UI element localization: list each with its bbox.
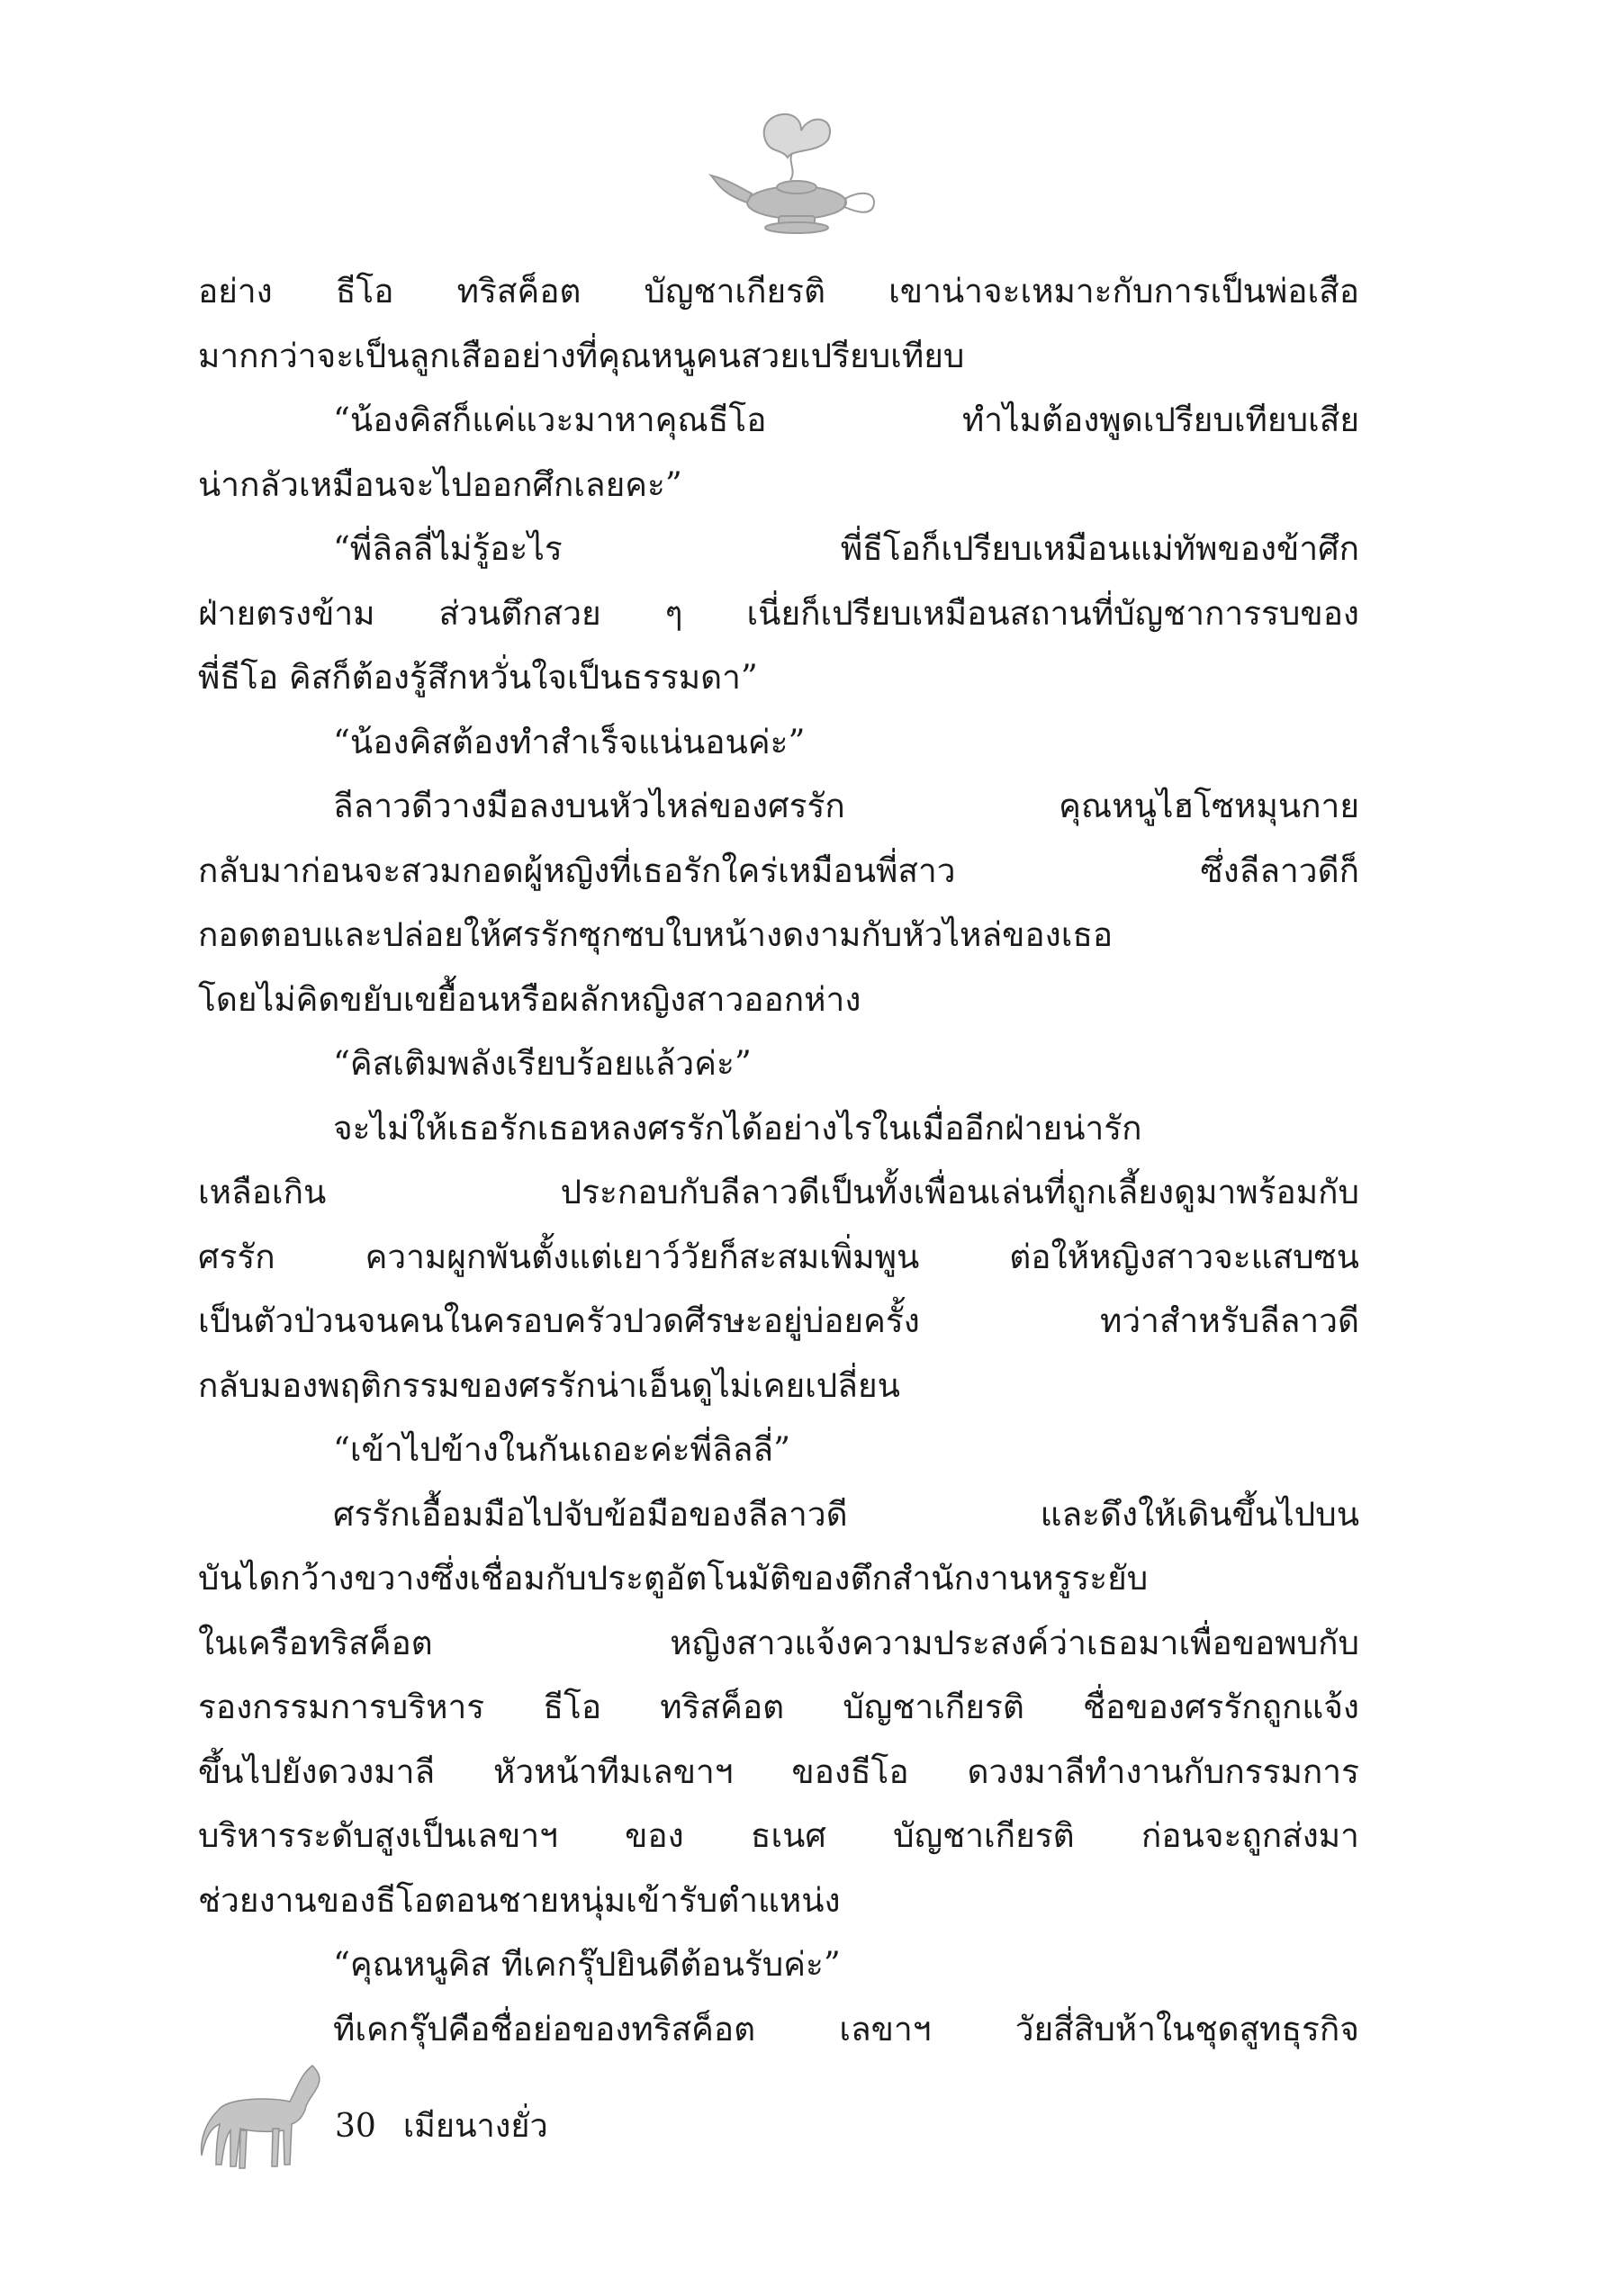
text-line — [198, 1096, 1359, 1161]
text-word: จะไม่ให้เธอรักเธอหลงศรรักได้อย่างไรในเมื่ออีกฝ่ายน่ารัก — [333, 1108, 1142, 1148]
text-word: เนี่ยก็เปรียบเหมือนสถานที่บัญชาการรบของ — [746, 593, 1359, 633]
text-word: พี่ธีโอก็เปรียบเหมือนแม่ทัพของข้าศึก — [840, 529, 1359, 568]
text-word: ของธีโอ — [791, 1751, 909, 1791]
text-word: บันไดกว้างขวางซึ่งเชื่อมกับประตูอัตโนมัติของตึกสำนักงานหรูระยับ — [198, 1559, 1149, 1598]
text-word: เลขาฯ — [839, 2009, 932, 2048]
text-word: ขึ้นไปยังดวงมาลี — [198, 1751, 436, 1791]
text-word: หัวหน้าทีมเลขาฯ — [492, 1751, 734, 1791]
text-word: ๆ — [664, 593, 683, 633]
text-word: บริหารระดับสูงเป็นเลขาฯ — [198, 1816, 558, 1855]
text-word: รองกรรมการบริหาร — [198, 1688, 485, 1726]
text-word: ชื่อของศรรักถูกแจ้ง — [1083, 1688, 1359, 1726]
magic-lamp-icon — [702, 104, 891, 239]
text-line — [198, 581, 1359, 646]
text-line: พี่ธีโอ คิสก็ต้องรู้สึกหวั่นใจเป็นธรรมดา” — [198, 658, 758, 697]
text-word: กอดตอบและปล่อยให้ศรรักซุกซบใบหน้างดงามกับหัวไหล่ของเธอ — [198, 915, 1114, 954]
page-folio — [335, 2100, 548, 2151]
text-word: ทีเคกรุ๊ปคือชื่อย่อของทริสค็อต — [333, 2009, 756, 2048]
text-line — [198, 1546, 1359, 1611]
text-word: ศรรัก — [198, 1237, 275, 1276]
text-word: ธเนศ — [750, 1816, 826, 1855]
horse-icon — [191, 2057, 335, 2183]
text-word: ต่อให้หญิงสาวจะแสบซน — [1009, 1237, 1359, 1276]
text-line — [198, 517, 1359, 581]
text-word: ประกอบกับลีลาวดีเป็นทั้งเพื่อนเล่นที่ถูกเลี้ยงดูมาพร้อมกับ — [560, 1173, 1359, 1211]
text-line: น่ากลัวเหมือนจะไปออกศึกเลยคะ” — [198, 464, 682, 504]
text-word: ฝ่ายตรงข้าม — [198, 593, 375, 633]
text-word: เขาน่าจะเหมาะกับการเป็นพ่อเสือ — [888, 272, 1359, 311]
text-line: “คิสเติมพลังเรียบร้อยแล้วค่ะ” — [333, 1044, 752, 1083]
text-word: คุณหนูไฮโซหมุนกาย — [1059, 787, 1359, 825]
text-word: ดวงมาลีทำงานกับกรรมการ — [967, 1751, 1359, 1791]
text-word: กลับมาก่อนจะสวมกอดผู้หญิงที่เธอรักใคร่เหมือนพี่สาว — [198, 851, 956, 890]
text-line — [198, 1482, 1359, 1547]
text-word: หญิงสาวแจ้งความประสงค์ว่าเธอมาเพื่อขอพบกับ — [670, 1623, 1359, 1662]
text-line — [198, 1997, 1359, 2062]
text-word: ธีโอ — [543, 1688, 602, 1726]
text-word: ธีโอ — [335, 272, 394, 311]
text-word: “พี่ลิลลี่ไม่รู้อะไร — [333, 529, 563, 568]
text-line — [198, 1740, 1359, 1805]
text-line: ช่วยงานของธีโอตอนชายหนุ่มเข้ารับตำแหน่ง — [198, 1880, 841, 1920]
text-word: ความผูกพันตั้งแต่เยาว์วัยก็สะสมเพิ่มพูน — [365, 1237, 920, 1276]
text-word: และดึงให้เดินขึ้นไปบน — [1040, 1494, 1359, 1534]
text-word: “น้องคิสก็แค่แวะมาหาคุณธีโอ — [333, 401, 767, 439]
text-word: ทว่าสำหรับลีลาวดี — [1100, 1301, 1359, 1340]
text-line — [198, 1289, 1359, 1354]
text-word: บัญชาเกียรติ — [893, 1816, 1075, 1855]
text-word: ทำไมต้องพูดเปรียบเทียบเสีย — [961, 401, 1359, 439]
text-line — [198, 1225, 1359, 1290]
text-word: เหลือเกิน — [198, 1173, 327, 1211]
text-word: ทริสค็อต — [660, 1688, 785, 1726]
text-word: บัญชาเกียรติ — [843, 1688, 1024, 1726]
text-word: อย่าง — [198, 272, 273, 311]
text-line — [198, 388, 1359, 453]
text-word: ลีลาวดีวางมือลงบนหัวไหล่ของศรรัก — [333, 787, 845, 825]
text-word: เป็นตัวป่วนจนคนในครอบครัวปวดศีรษะอยู่บ่อยครั้ง — [198, 1301, 920, 1340]
text-line: “น้องคิสต้องทำสำเร็จแน่นอนค่ะ” — [333, 722, 806, 761]
text-word: บัญชาเกียรติ — [644, 272, 826, 311]
page-number: 30 — [335, 2108, 376, 2145]
text-word: ซึ่งลีลาวดีก็ — [1200, 851, 1359, 890]
text-line: โดยไม่คิดขยับเขยื้อนหรือผลักหญิงสาวออกห่าง — [198, 979, 861, 1019]
text-line: “เข้าไปข้างในกันเถอะค่ะพี่ลิลลี่” — [333, 1430, 791, 1469]
text-word: ในเครือทริสค็อต — [198, 1623, 433, 1662]
body-text — [198, 259, 1359, 2061]
text-word: ส่วนตึกสวย — [438, 593, 601, 633]
text-line: กลับมองพฤติกรรมของศรรักน่าเอ็นดูไม่เคยเปลี่ยน — [198, 1365, 900, 1405]
text-word: ศรรักเอื้อมมือไปจับข้อมือของลีลาวดี — [333, 1494, 848, 1534]
text-line — [198, 839, 1359, 904]
text-line — [198, 1160, 1359, 1225]
text-line — [198, 259, 1359, 324]
text-line: มากกว่าจะเป็นลูกเสืออย่างที่คุณหนูคนสวยเปรียบเทียบ — [198, 336, 965, 375]
book-title: เมียนางยั่ว — [402, 2108, 548, 2145]
text-word: ก่อนจะถูกส่งมา — [1141, 1816, 1359, 1855]
text-word: วัยสี่สิบห้าในชุดสูทธุรกิจ — [1014, 2009, 1359, 2048]
text-word: ของ — [625, 1816, 684, 1855]
text-line — [198, 1804, 1359, 1868]
text-line — [198, 1675, 1359, 1740]
text-line: “คุณหนูคิส ทีเคกรุ๊ปยินดีต้อนรับค่ะ” — [333, 1945, 841, 1984]
page-footer — [191, 2057, 641, 2183]
text-line — [198, 774, 1359, 839]
text-word: ทริสค็อต — [456, 272, 582, 311]
text-line — [198, 1611, 1359, 1676]
text-line — [198, 903, 1359, 968]
